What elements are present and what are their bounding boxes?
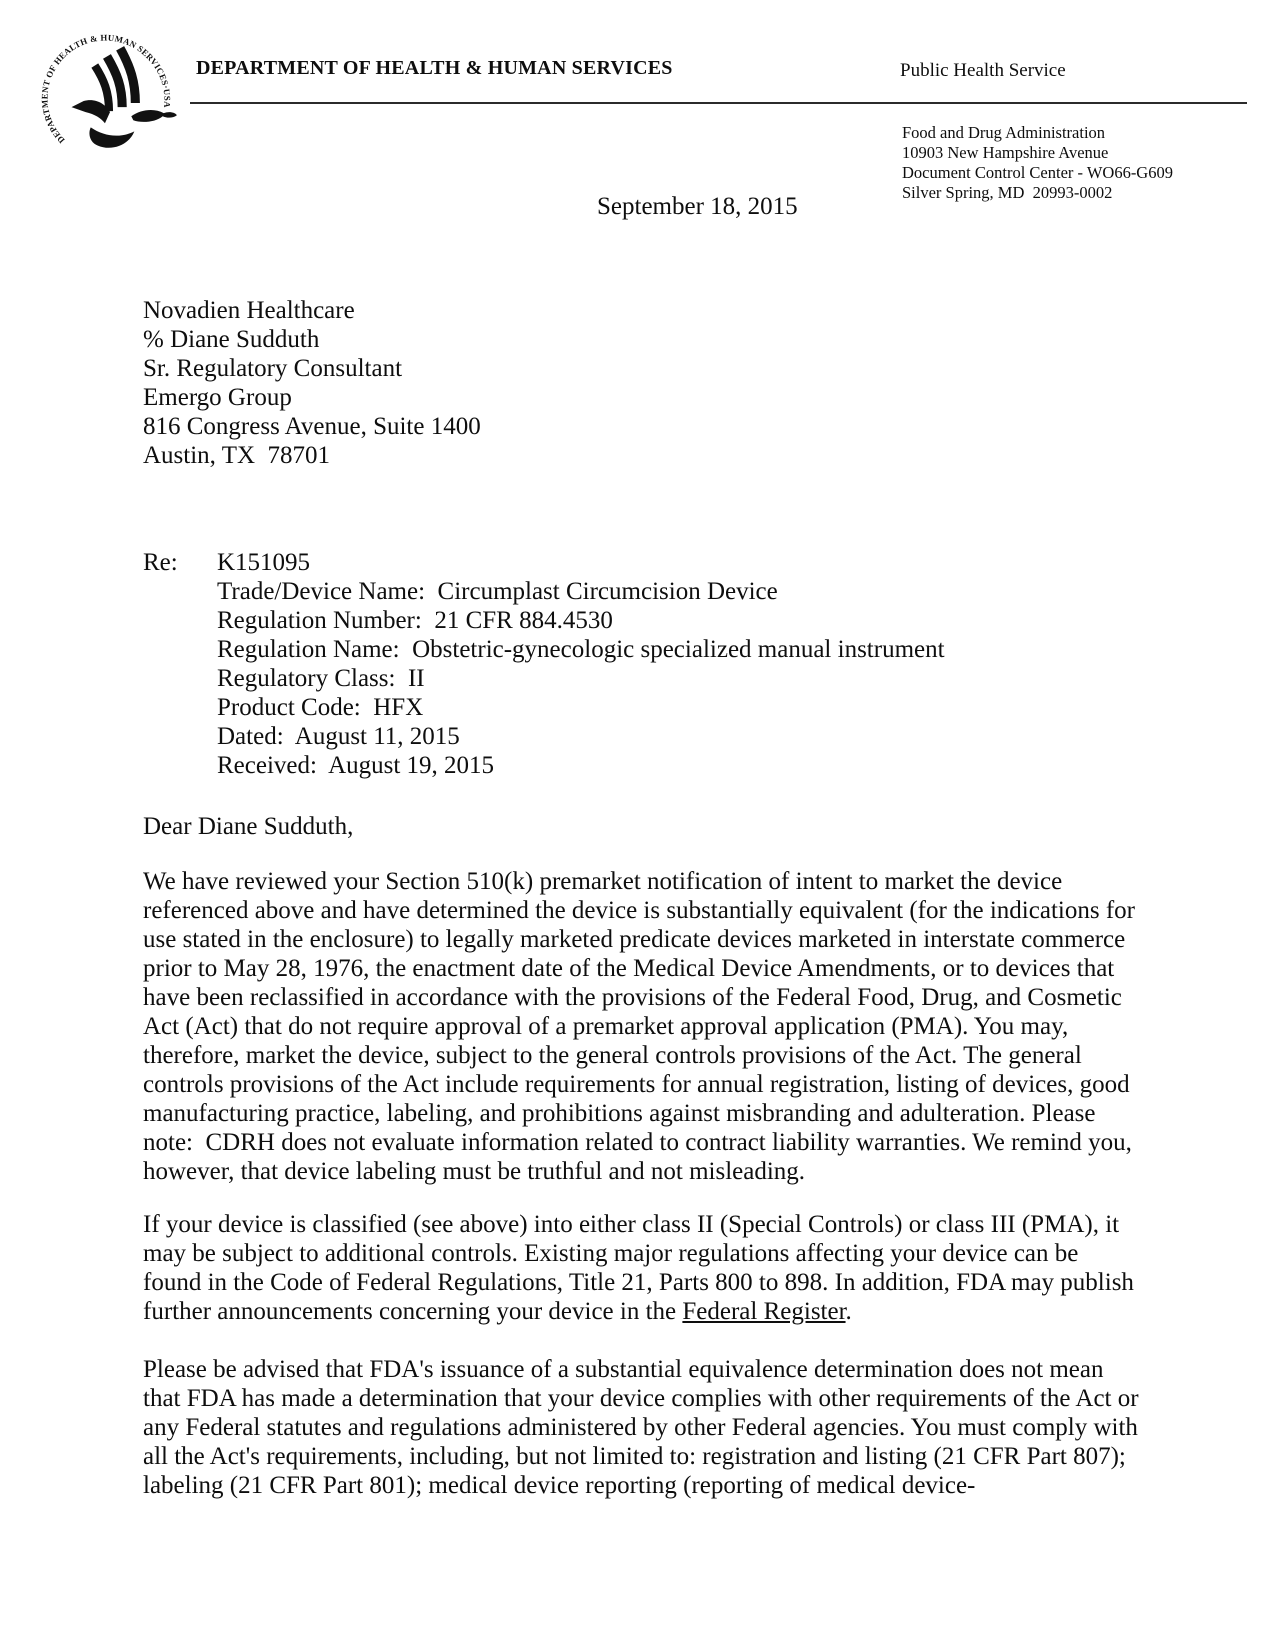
recipient-line: Sr. Regulatory Consultant [143, 355, 403, 382]
paragraph-compliance: Please be advised that FDA's issuance of a substantial equivalence determination does not mean that FDA has made a determination that your device complies with other requirements of the Act or any Federal statutes and regulations administered by other Federal agencies. You must comply with all the Act's requirements, including, but not limited to: registration and listing (21 CFR Part 807); labeling (21 CFR Part 801); medical device reporting (reporting of medical device- [143, 1356, 1145, 1499]
re-detail-line: Product Code: HFX [217, 694, 424, 721]
hhs-seal-graphic [32, 24, 186, 176]
recipient-line: Emergo Group [143, 384, 292, 411]
hhs-logo-ring-text: DEPARTMENT OF HEALTH & HUMAN SERVICES·USA [39, 32, 173, 146]
fda-address-line: Silver Spring, MD 20993-0002 [902, 183, 1113, 202]
paragraph-substantial-equivalence: We have reviewed your Section 510(k) premarket notification of intent to market the device referenced above and have determined the device is substantially equivalent (for the indications for use stated in the enclosure) to legally marketed predicate devices marketed in interstate commerce prior to May 28, 1976, the enactment date of the Medical Device Amendments, or to devices that have been reclassified in accordance with the provisions of the Federal Food, Drug, and Cosmetic Act (Act) that do not require approval of a premarket approval application (PMA). You may, therefore, market the device, subject to the general controls provisions of the Act. The general controls provisions of the Act include requirements for annual registration, listing of devices, good manufacturing practice, labeling, and prohibitions against misbranding and adulteration. Please note: CDRH does not evaluate information related to contract liability warranties. We remind you, however, that device labeling must be truthful and not misleading. [143, 868, 1142, 1185]
recipient-line: Austin, TX 78701 [143, 442, 331, 469]
fda-address-block [902, 123, 1173, 203]
re-detail-line: Received: August 19, 2015 [217, 752, 495, 779]
header-divider [190, 102, 1247, 104]
letter-body [143, 867, 1145, 1500]
department-title: DEPARTMENT OF HEALTH & HUMAN SERVICES [196, 57, 673, 79]
public-health-service-label: Public Health Service [900, 60, 1066, 81]
salutation: Dear Diane Sudduth, [143, 813, 354, 840]
federal-register-reference: Federal Register [682, 1298, 846, 1325]
re-detail-line: Regulatory Class: II [217, 665, 425, 692]
re-block [143, 548, 945, 780]
re-detail-line: Regulation Number: 21 CFR 884.4530 [217, 607, 613, 634]
re-label: Re: [143, 549, 178, 576]
paragraph-classification-period: . [845, 1298, 852, 1325]
paragraph-classification-text: If your device is classified (see above) into either class II (Special Controls) or class III (PMA), it may be subject to additional controls. Existing major regulations affecting your device can be found in the Code of Federal Regulations, Title 21, Parts 800 to 898. In addition, FDA may publish further announcements concerning your device in the [143, 1211, 1141, 1325]
re-detail-line: Regulation Name: Obstetric-gynecologic specialized manual instrument [217, 636, 945, 663]
recipient-address-block [143, 296, 481, 470]
recipient-line: Novadien Healthcare [143, 297, 355, 324]
re-k-number: K151095 [217, 549, 311, 576]
re-detail-line: Trade/Device Name: Circumplast Circumcision Device [217, 578, 778, 605]
fda-address-line: 10903 New Hampshire Avenue [902, 143, 1109, 162]
hhs-logo [32, 24, 186, 176]
fda-address-line: Food and Drug Administration [902, 123, 1106, 142]
paragraph-classification [143, 1210, 1139, 1326]
re-detail-line: Dated: August 11, 2015 [217, 723, 460, 750]
recipient-line: % Diane Sudduth [143, 326, 320, 353]
letter-date: September 18, 2015 [597, 193, 798, 220]
fda-address-line: Document Control Center - WO66-G609 [902, 163, 1173, 182]
recipient-line: 816 Congress Avenue, Suite 1400 [143, 413, 481, 440]
